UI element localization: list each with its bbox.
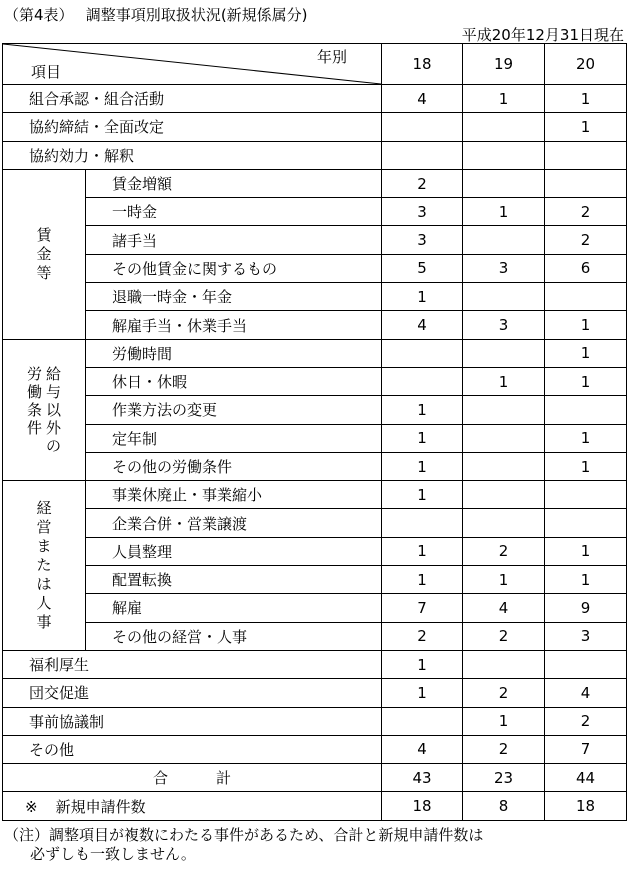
value-cell: 5	[382, 254, 463, 282]
footnote-line: （注）調整項目が複数にわたる事件があるため、合計と新規申請件数は	[4, 826, 484, 844]
table-row	[3, 679, 627, 707]
group-char: 給	[46, 364, 62, 383]
table-row	[3, 198, 627, 226]
group-char: 金	[36, 244, 52, 263]
value-cell	[463, 169, 545, 197]
value-cell: 1	[382, 481, 463, 509]
row-label: 事業休廃止・事業縮小	[86, 481, 382, 509]
group-char: 件	[26, 418, 42, 437]
value-cell: 4	[382, 735, 463, 763]
vertical-group-label	[46, 365, 61, 455]
vertical-group-label	[27, 365, 42, 455]
group-management-personnel	[3, 481, 86, 651]
value-cell	[545, 141, 627, 169]
value-cell	[463, 226, 545, 254]
row-label: 組合承認・組合活動	[3, 85, 382, 113]
group-char: 以	[46, 400, 62, 419]
value-cell: 1	[382, 424, 463, 452]
vertical-group-label	[36, 226, 51, 283]
value-cell: 2	[382, 169, 463, 197]
value-cell	[382, 367, 463, 395]
table-row	[3, 283, 627, 311]
table-title: （第4表） 調整事項別取扱状況(新規係属分)	[4, 6, 308, 24]
table-row	[3, 339, 627, 367]
value-cell	[463, 396, 545, 424]
total-value: 44	[545, 764, 627, 792]
table-row	[3, 735, 627, 763]
footnote-line: 必ずしも一致しません。	[30, 845, 196, 863]
table-row	[3, 226, 627, 254]
value-cell: 4	[545, 679, 627, 707]
table-row	[3, 367, 627, 395]
footnote	[4, 826, 483, 864]
value-cell: 2	[545, 198, 627, 226]
row-label: 事前協議制	[3, 707, 382, 735]
header-diagonal-cell	[3, 44, 382, 85]
row-label: 作業方法の変更	[86, 396, 382, 424]
table-row	[3, 169, 627, 197]
group-char: 等	[36, 263, 52, 282]
table-row	[3, 311, 627, 339]
header-year-label: 年別	[316, 48, 347, 66]
value-cell: 4	[382, 85, 463, 113]
value-cell: 1	[463, 367, 545, 395]
row-label: 労働時間	[86, 339, 382, 367]
value-cell: 1	[382, 283, 463, 311]
new-applications-value: 18	[545, 792, 627, 820]
group-char: 働	[26, 382, 42, 401]
table-row	[3, 707, 627, 735]
value-cell	[545, 509, 627, 537]
value-cell: 1	[545, 537, 627, 565]
row-label: 解雇	[86, 594, 382, 622]
value-cell: 1	[545, 566, 627, 594]
value-cell	[463, 283, 545, 311]
value-cell: 7	[545, 735, 627, 763]
value-cell: 1	[545, 452, 627, 480]
total-label-a: 合	[152, 769, 168, 788]
adjustment-items-table	[2, 43, 627, 821]
group-char: 経	[36, 499, 52, 518]
total-value: 23	[463, 764, 545, 792]
value-cell	[463, 113, 545, 141]
row-label: その他の経営・人事	[86, 622, 382, 650]
new-applications-label	[3, 792, 382, 820]
value-cell	[463, 481, 545, 509]
value-cell	[545, 481, 627, 509]
group-char: ま	[36, 537, 52, 556]
value-cell: 2	[463, 679, 545, 707]
row-label: 協約締結・全面改定	[3, 113, 382, 141]
table-row	[3, 481, 627, 509]
value-cell: 1	[382, 452, 463, 480]
value-cell	[382, 141, 463, 169]
value-cell	[382, 707, 463, 735]
row-label: 人員整理	[86, 537, 382, 565]
value-cell	[463, 452, 545, 480]
row-label: その他賃金に関するもの	[86, 254, 382, 282]
table-row	[3, 424, 627, 452]
table-row	[3, 594, 627, 622]
value-cell	[463, 141, 545, 169]
row-label: 配置転換	[86, 566, 382, 594]
group-char: は	[36, 575, 52, 594]
value-cell: 7	[382, 594, 463, 622]
value-cell: 1	[545, 339, 627, 367]
value-cell: 1	[545, 311, 627, 339]
row-label: 解雇手当・休業手当	[86, 311, 382, 339]
group-char: 賃	[36, 225, 52, 244]
value-cell: 2	[463, 537, 545, 565]
row-label: 協約効力・解釈	[3, 141, 382, 169]
value-cell: 4	[382, 311, 463, 339]
value-cell	[545, 396, 627, 424]
row-label: その他の労働条件	[86, 452, 382, 480]
row-label: 定年制	[86, 424, 382, 452]
table-row	[3, 113, 627, 141]
value-cell	[463, 650, 545, 678]
table-row	[3, 537, 627, 565]
group-char: 営	[36, 518, 52, 537]
vertical-group-label	[36, 499, 51, 632]
new-applications-value: 8	[463, 792, 545, 820]
value-cell	[463, 339, 545, 367]
value-cell: 1	[382, 650, 463, 678]
group-char: 与	[46, 382, 62, 401]
value-cell: 1	[382, 566, 463, 594]
value-cell	[382, 339, 463, 367]
value-cell: 4	[463, 594, 545, 622]
value-cell	[463, 424, 545, 452]
value-cell: 3	[463, 254, 545, 282]
total-row	[3, 764, 627, 792]
value-cell: 1	[545, 113, 627, 141]
total-label	[3, 764, 382, 792]
row-label: 企業合併・営業譲渡	[86, 509, 382, 537]
header-row	[3, 44, 627, 85]
total-label-b: 計	[216, 769, 232, 788]
value-cell: 1	[382, 679, 463, 707]
value-cell	[382, 509, 463, 537]
group-char: 労	[26, 364, 42, 383]
new-applications-value: 18	[382, 792, 463, 820]
value-cell: 1	[382, 396, 463, 424]
value-cell: 2	[382, 622, 463, 650]
value-cell	[382, 113, 463, 141]
value-cell: 1	[463, 707, 545, 735]
year-header: 20	[545, 44, 627, 85]
group-char: た	[36, 556, 52, 575]
row-label: 諸手当	[86, 226, 382, 254]
value-cell: 2	[463, 622, 545, 650]
group-char: の	[46, 436, 62, 455]
table-row	[3, 254, 627, 282]
group-char: 人	[36, 594, 52, 613]
value-cell: 1	[545, 367, 627, 395]
table-row	[3, 452, 627, 480]
value-cell: 1	[545, 85, 627, 113]
value-cell: 2	[545, 707, 627, 735]
value-cell	[545, 169, 627, 197]
table-row	[3, 85, 627, 113]
table-row	[3, 509, 627, 537]
table-row	[3, 650, 627, 678]
row-label: その他	[3, 735, 382, 763]
value-cell: 1	[545, 424, 627, 452]
as-of-date: 平成20年12月31日現在	[461, 26, 624, 44]
row-label: 福利厚生	[3, 650, 382, 678]
value-cell: 1	[382, 537, 463, 565]
table-row	[3, 622, 627, 650]
value-cell: 1	[463, 85, 545, 113]
group-char: 事	[36, 613, 52, 632]
new-applications-text: 新規申請件数	[55, 797, 146, 816]
row-label: 休日・休暇	[86, 367, 382, 395]
value-cell: 1	[463, 566, 545, 594]
value-cell: 9	[545, 594, 627, 622]
value-cell: 2	[463, 735, 545, 763]
row-label: 退職一時金・年金	[86, 283, 382, 311]
value-cell: 3	[382, 226, 463, 254]
row-label: 一時金	[86, 198, 382, 226]
new-applications-row	[3, 792, 627, 820]
group-char: 外	[46, 418, 62, 437]
value-cell: 3	[382, 198, 463, 226]
value-cell	[463, 509, 545, 537]
value-cell	[545, 650, 627, 678]
header-item-label: 項目	[31, 63, 62, 81]
value-cell: 2	[545, 226, 627, 254]
value-cell: 3	[463, 311, 545, 339]
value-cell: 1	[463, 198, 545, 226]
year-header: 19	[463, 44, 545, 85]
table-row	[3, 396, 627, 424]
value-cell: 6	[545, 254, 627, 282]
table-row	[3, 141, 627, 169]
table-row	[3, 566, 627, 594]
row-label: 賃金増額	[86, 169, 382, 197]
row-label: 団交促進	[3, 679, 382, 707]
group-char: 条	[26, 400, 42, 419]
total-value: 43	[382, 764, 463, 792]
value-cell	[545, 283, 627, 311]
year-header: 18	[382, 44, 463, 85]
group-wage	[3, 169, 86, 339]
group-labor-conditions	[3, 339, 86, 480]
value-cell: 3	[545, 622, 627, 650]
note-symbol: ※	[25, 797, 38, 816]
